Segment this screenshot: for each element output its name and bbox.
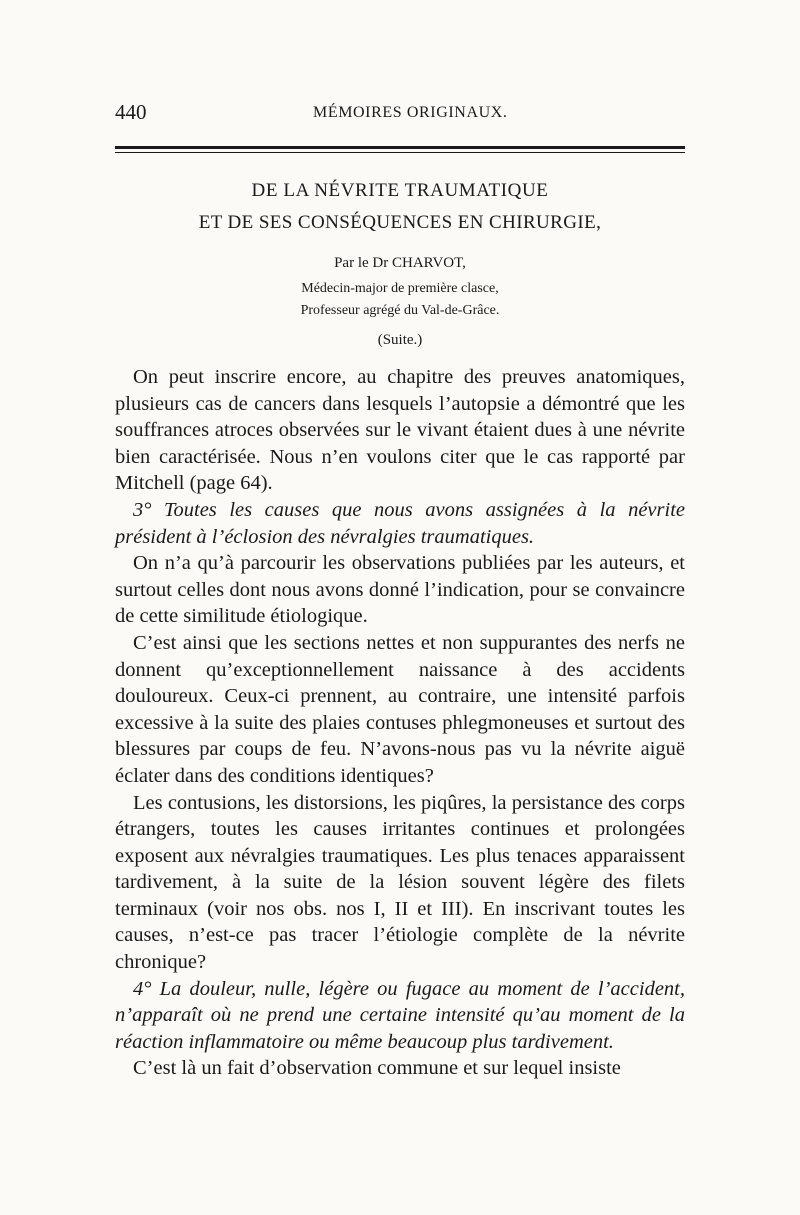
paragraph: On peut inscrire encore, au chapitre des preuves anatomiques, plusieurs cas de cancers dans lesquels l’autopsie a démontré que les souffrances atroces observées sur le vivant étaient dues à une névrite bien caractérisée. Nous n’en voulons citer que le cas rapporté par Mitchell (page 64). — [115, 366, 685, 495]
page-number: 440 — [115, 100, 147, 124]
paragraph: On n’a qu’à parcourir les observations publiées par les auteurs, et surtout celles dont nous avons donné l’indication, pour se convaincre de cette similitude étiologique. — [115, 552, 685, 628]
running-title: MÉMOIRES ORIGINAUX. — [313, 104, 508, 121]
author-role-1: Médecin-major de première clasce, — [301, 281, 499, 296]
article-title-line-1: DE LA NÉVRITE TRAUMATIQUE — [251, 180, 549, 201]
paragraph: C’est là un fait d’observation commune et sur lequel insiste — [133, 1057, 621, 1080]
running-head — [115, 100, 685, 130]
paragraph: C’est ainsi que les sections nettes et non suppurantes des nerfs ne donnent qu’exceptionnellement naissance à des accidents douloureux. Ceux-ci prennent, au contraire, une intensité parfois excessive à la suite des plaies contuses phlegmoneuses et surtout des blessures par coups de feu. N’avons-nous pas vu la névrite aiguë éclater dans des conditions identiques? — [115, 631, 685, 787]
header-rule-thin — [115, 152, 685, 153]
author-line: Par le Dr CHARVOT, — [334, 255, 466, 271]
article-body — [115, 364, 685, 1082]
author-role-2: Professeur agrégé du Val-de-Grâce. — [300, 303, 500, 318]
italic-proposition: 4° La douleur, nulle, légère ou fugace au moment de l’accident, n’apparaît où ne prend une certaine intensité qu’au moment de la réaction inflammatoire ou même beaucoup plus tardivement. — [115, 977, 685, 1053]
continuation-note: (Suite.) — [377, 332, 423, 348]
italic-proposition: 3° Toutes les causes que nous avons assignées à la névrite président à l’éclosion des névralgies traumatiques. — [115, 498, 685, 548]
article-title-line-2: ET DE SES CONSÉQUENCES EN CHIRURGIE, — [198, 212, 602, 233]
paragraph: Les contusions, les distorsions, les piqûres, la persistance des corps étrangers, toutes les causes irritantes continues et prolongées exposent aux névralgies traumatiques. Les plus tenaces apparaissent tardivement, à la suite de la lésion souvent légère des filets terminaux (voir nos obs. nos I, II et III). En inscrivant toutes les causes, n’est-ce pas tracer l’étiologie complète de la névrite chronique? — [115, 791, 685, 974]
header-rule-thick — [115, 146, 685, 149]
